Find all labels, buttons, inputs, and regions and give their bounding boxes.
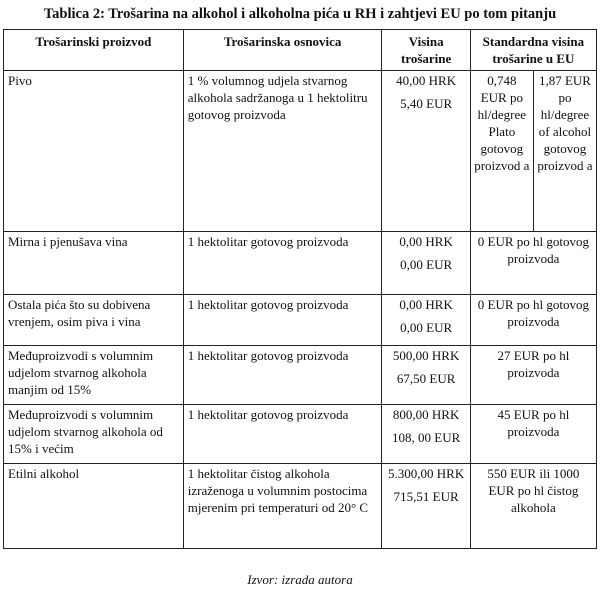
cell-amount [382, 405, 470, 464]
cell-base: 1 hektolitar gotovog proizvoda [183, 346, 382, 405]
table-row [4, 295, 597, 346]
table-caption: Tablica 2: Trošarina na alkohol i alkoholna pića u RH i zahtjevi EU po tom pitanju [43, 6, 557, 22]
cell-standard-plato: 0,748 EUR po hl/degree Plato gotovog proizvod a [470, 71, 533, 232]
amount-hrk: 0,00 HRK [399, 234, 453, 249]
cell-base: 1 hektolitar gotovog proizvoda [183, 232, 382, 295]
amount-hrk: 0,00 HRK [399, 297, 453, 312]
header-base: Trošarinska osnovica [183, 30, 382, 71]
header-amount: Visina trošarine [382, 30, 470, 71]
cell-base: 1 % volumnog udjela stvarnog alkohola sadržanoga u 1 hektolitru gotovog proizvoda [183, 71, 382, 232]
cell-amount [382, 232, 470, 295]
table-row [4, 464, 597, 549]
cell-amount [382, 464, 470, 549]
cell-product: Međuproizvodi s volumnim udjelom stvarnog alkohola manjim od 15% [4, 346, 184, 405]
amount-eur: 108, 00 EUR [392, 430, 461, 445]
table-row [4, 232, 597, 295]
amount-eur: 0,00 EUR [400, 257, 453, 272]
cell-standard-alcohol: 1,87 EUR po hl/degree of alcohol gotovog proizvod a [533, 71, 596, 232]
table-row [4, 71, 597, 232]
table-row [4, 346, 597, 405]
cell-base: 1 hektolitar gotovog proizvoda [183, 405, 382, 464]
cell-base: 1 hektolitar gotovog proizvoda [183, 295, 382, 346]
amount-eur: 67,50 EUR [396, 371, 456, 386]
cell-product: Etilni alkohol [4, 464, 184, 549]
header-product: Trošarinski proizvod [4, 30, 184, 71]
amount-eur: 0,00 EUR [400, 320, 453, 335]
amount-hrk: 40,00 HRK [396, 73, 457, 88]
cell-product: Pivo [4, 71, 184, 232]
cell-standard: 0 EUR po hl gotovog proizvoda [470, 295, 596, 346]
amount-hrk: 800,00 HRK [392, 407, 460, 422]
cell-amount [382, 71, 470, 232]
excise-table [3, 29, 597, 549]
table-header-row [4, 30, 597, 71]
cell-product: Ostala pića što su dobivena vrenjem, osim piva i vina [4, 295, 184, 346]
cell-product: Mirna i pjenušava vina [4, 232, 184, 295]
amount-eur: 5,40 EUR [400, 96, 453, 111]
amount-hrk: 500,00 HRK [392, 348, 460, 363]
cell-standard: 0 EUR po hl gotovog proizvoda [470, 232, 596, 295]
cell-amount [382, 295, 470, 346]
cell-base: 1 hektolitar čistog alkohola izraženoga u volumnim postocima mjerenim pri temperaturi od 20° C [183, 464, 382, 549]
cell-standard: 27 EUR po hl proizvoda [470, 346, 596, 405]
cell-standard: 550 EUR ili 1000 EUR po hl čistog alkohola [470, 464, 596, 549]
source-note: Izvor: izrada autora [247, 572, 353, 587]
table-row [4, 405, 597, 464]
amount-eur: 715,51 EUR [393, 489, 459, 504]
cell-amount [382, 346, 470, 405]
cell-standard: 45 EUR po hl proizvoda [470, 405, 596, 464]
header-standard: Standardna visina trošarine u EU [470, 30, 596, 71]
amount-hrk: 5.300,00 HRK [388, 466, 465, 481]
cell-product: Međuproizvodi s volumnim udjelom stvarnog alkohola od 15% i većim [4, 405, 184, 464]
